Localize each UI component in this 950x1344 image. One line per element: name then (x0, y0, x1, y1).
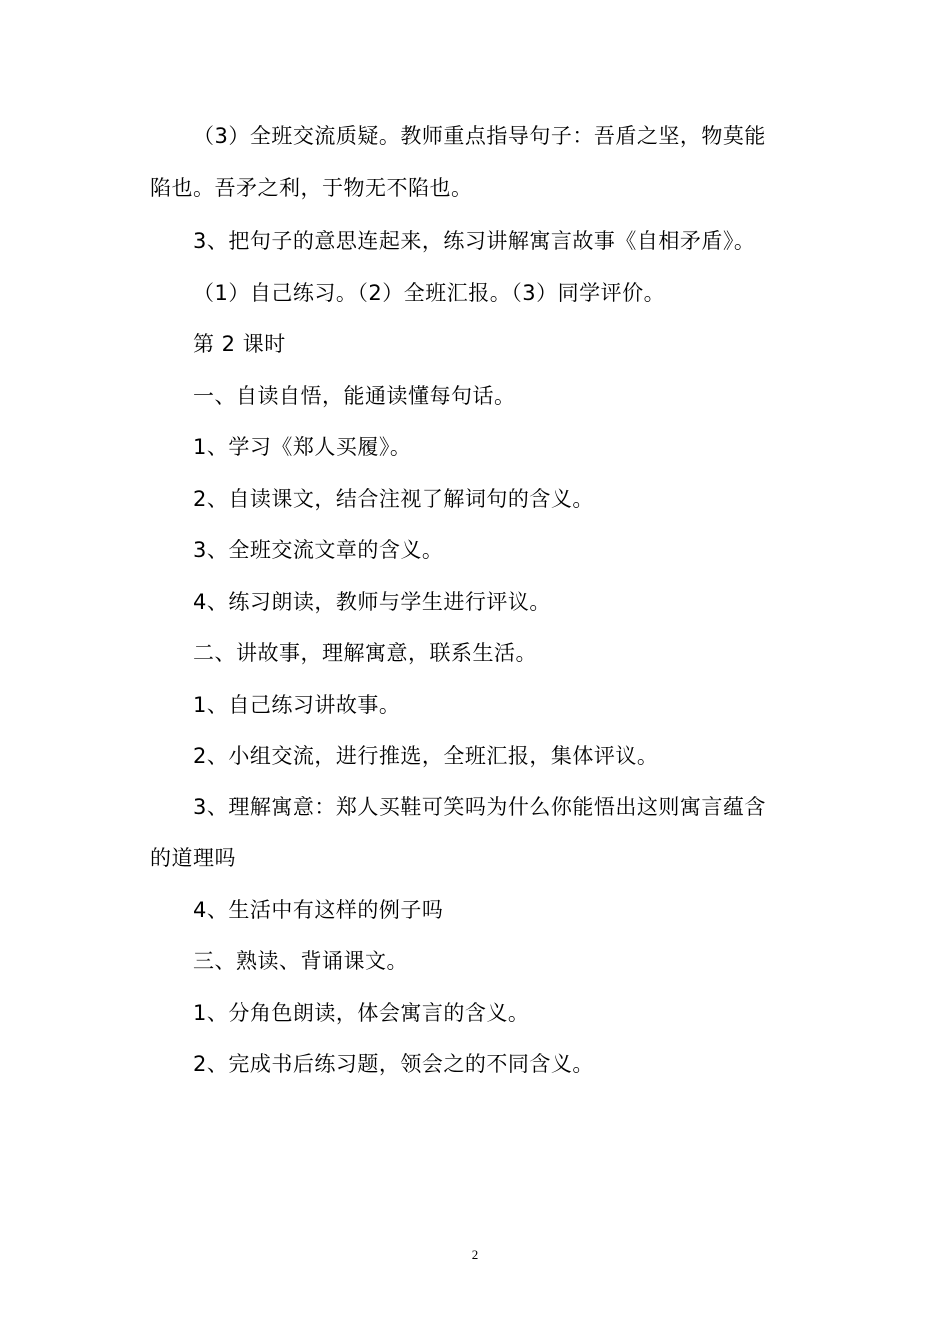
paragraph-line: （1）自己练习。（2）全班汇报。（3）同学评价。 (193, 281, 666, 305)
paragraph-line: （3）全班交流质疑。教师重点指导句子：吾盾之坚，物莫能 (193, 124, 766, 148)
paragraph-line: 三、熟读、背诵课文。 (193, 949, 408, 973)
paragraph-line: 陷也。吾矛之利，于物无不陷也。 (150, 176, 473, 200)
paragraph-line: 1、自己练习讲故事。 (193, 693, 401, 717)
paragraph-line: 2、完成书后练习题，领会之的不同含义。 (193, 1052, 594, 1076)
paragraph-line: 2、小组交流，进行推选，全班汇报，集体评议。 (193, 744, 659, 768)
paragraph-line: 4、生活中有这样的例子吗 (193, 898, 444, 922)
paragraph-line: 的道理吗 (150, 846, 236, 870)
paragraph-line: 3、全班交流文章的含义。 (193, 538, 444, 562)
paragraph-line: 一、自读自悟，能通读懂每句话。 (193, 384, 516, 408)
paragraph-line: 4、练习朗读，教师与学生进行评议。 (193, 590, 551, 614)
page-number: 2 (471, 1247, 479, 1262)
paragraph-line: 1、分角色朗读，体会寓言的含义。 (193, 1001, 530, 1025)
paragraph-line: 3、理解寓意：郑人买鞋可笑吗为什么你能悟出这则寓言蕴含 (193, 795, 766, 819)
paragraph-line: 2、自读课文，结合注视了解词句的含义。 (193, 487, 594, 511)
paragraph-line: 3、把句子的意思连起来，练习讲解寓言故事《自相矛盾》。 (193, 229, 756, 253)
paragraph-line: 1、学习《郑人买履》。 (193, 435, 412, 459)
paragraph-line: 二、讲故事，理解寓意，联系生活。 (193, 641, 537, 665)
section-heading: 第 2 课时 (193, 332, 286, 356)
